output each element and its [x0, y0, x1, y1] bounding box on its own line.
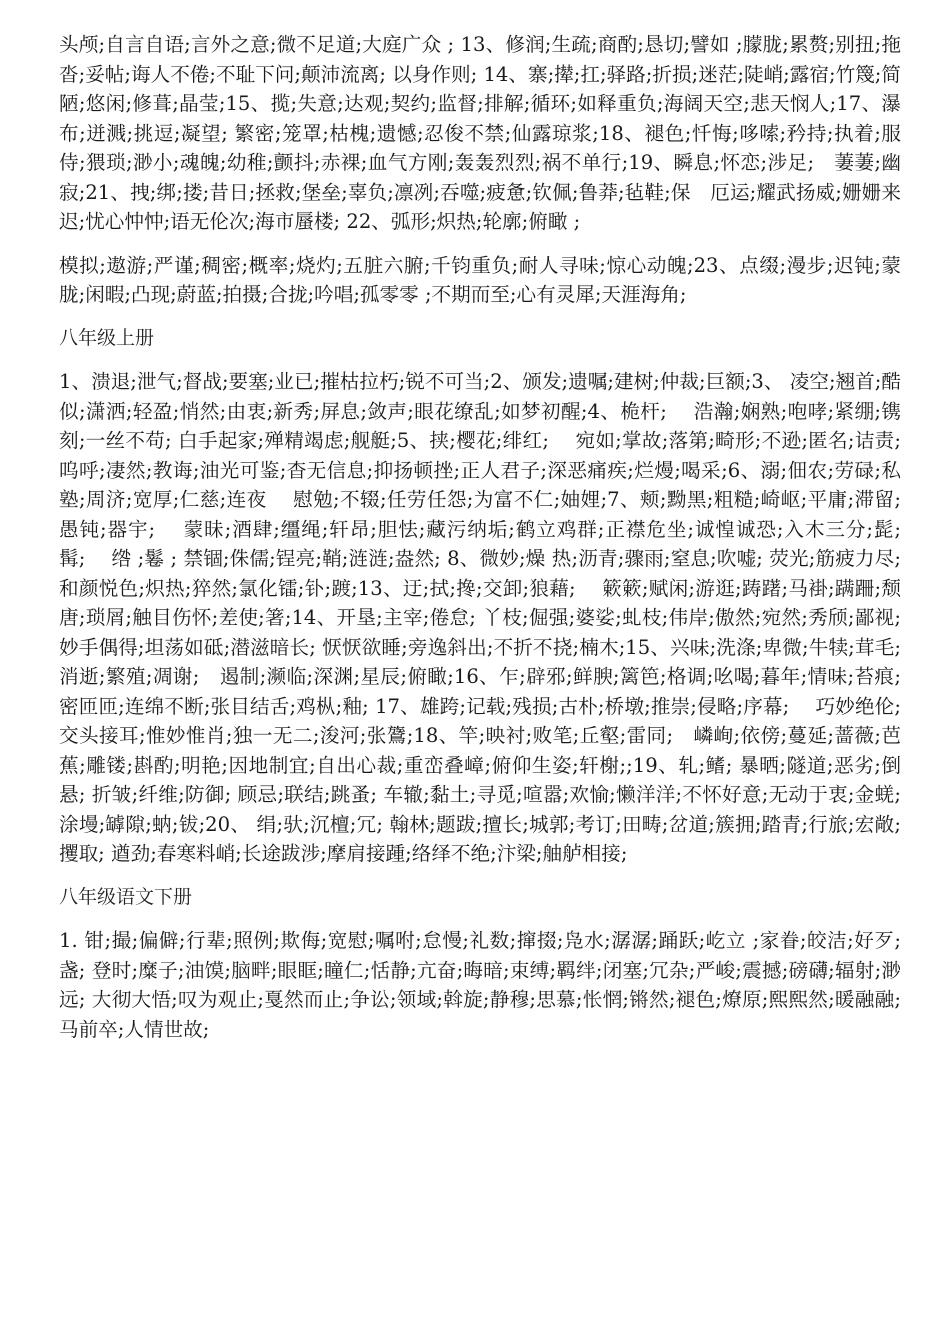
vocabulary-paragraph-1: 头颅;自言自语;言外之意;微不足道;大庭广众 ; 13、修润;生疏;商酌;恳切;譬如 ;朦胧;累赘;别扭;拖沓;妥帖;诲人不倦;不耻下问;颠沛流离; 以身作则; 14、寨;撵;扛;驿路;折损;迷茫;陡峭;露宿;竹篾;简陋;悠闲;修葺;晶莹;15、揽;失意;达观;契约;监督;排解;循环;如释重负;海阔天空;悲天悯人;17、瀑布;迸溅;挑逗;凝望; 繁密;笼罩;枯槐;遗憾;忍俊不禁;仙露琼浆;18、褪色;忏悔;哆嗦;矜持;执着;服侍;猥琐;渺小;魂魄;幼稚;颤抖;赤裸;血气方刚;轰轰烈烈;祸不单行;19、瞬息;怀恋;涉足; 萋萋;幽寂;21、拽;绑;搂;昔日;拯救;堡垒;辜负;凛冽;吞噬;疲惫;钦佩;鲁莽;毡鞋;保 厄运;耀武扬威;姗姗来迟;忧心忡忡;语无伦次;海市蜃楼; 22、弧形;炽热;轮廓;俯瞰 ;	[59, 33, 901, 233]
vocabulary-paragraph-4: 1. 钳;撮;偏僻;行辈;照例;欺侮;宽慰;嘱咐;怠慢;礼数;撺掇;凫水;潺潺;踊跃;屹立 ;家眷;皎洁;好歹; 盏; 登时;糜子;油馍;脑畔;眼眶;瞳仁;恬静;亢奋;晦暗;束缚;羁绊;闭塞;冗杂;严峻;震撼;磅礴;辐射;渺远; 大彻大悟;叹为观止;戛然而止;争讼;领域;斡旋;静穆;思慕;怅惘;锵然;褪色;燎原;熙熙然;暖融融;马前卒;人情世故;	[59, 929, 901, 1041]
section-heading-grade8-upper: 八年级上册	[59, 326, 155, 349]
vocabulary-paragraph-3: 1、溃退;泄气;督战;要塞;业已;摧枯拉朽;锐不可当;2、颁发;遗嘱;建树;仲裁;巨额;3、 凌空;翘首;酷似;潇洒;轻盈;悄然;由衷;新秀;屏息;敛声;眼花缭乱;如梦初醒;4、桅杆; 浩瀚;娴熟;咆哮;紧绷;镌刻;一丝不苟; 白手起家;殚精竭虑;舰艇;5、挟;樱花;绯红; 宛如;掌故;落第;畸形;不逊;匿名;诘责;呜呼;凄然;教诲;油光可鉴;杳无信息;抑扬顿挫;正人君子;深恶痛疾;烂熳;喝采;6、溺;佃农;劳碌;私塾;周济;宽厚;仁慈;连夜 慰勉;不辍;任劳任怨;为富不仁;妯娌;7、颊;黝黑;粗糙;崎岖;平庸;滞留;愚钝;器宇; 蒙昧;酒肆;缰绳;轩昂;胆怯;藏污纳垢;鹤立鸡群;正襟危坐;诚惶诚恐;入木三分;髭; 髯; 绺 ;鬈 ; 禁锢;侏儒;锃亮;鞘;涟涟;盎然; 8、微妙;燥 热;沥青;骤雨;窒息;吹嘘; 荧光;筋疲力尽;和颜悦色;炽热;猝然;氯化镭;钋;踱;13、迂;拭;搀;交卸;狼藉; 簌簌;赋闲;游逛;踌躇;马褂;蹒跚;颓唐;琐屑;触目伤怀;差使;箸;14、开垦;主宰;倦怠; 丫枝;倔强;婆娑;虬枝;伟岸;傲然;宛然;秀颀;鄙视;妙手偶得;坦荡如砥;潜滋暗长; 恹恹欲睡;旁逸斜出;不折不挠;楠木;15、兴味;洗涤;卑微;牛犊;茸毛;消逝;繁殖;凋谢; 遏制;濒临;深渊;星辰;俯瞰;16、乍;辟邪;鲜腴;篱笆;格调;吆喝;暮年;情味;苔痕;密匝匝;连绵不断;张目结舌;鸡枞;釉; 17、雄跨;记载;残损;古朴;桥墩;推崇;侵略;序幕; 巧妙绝伦;交头接耳;惟妙惟肖;独一无二;浚河;张鷟;18、竿;映衬;败笔;丘壑;雷同; 嶙峋;依傍;蔓延;蔷薇;芭蕉;雕镂;斟酌;明艳;因地制宜;自出心裁;重峦叠嶂;俯仰生姿;轩榭;;19、轧;鳍; 暴晒;隧道;恶劣;倒悬; 折皱;纤维;防御; 顾忌;联结;跳蚤; 车辙;黏土;寻觅;喧嚣;欢愉;懒洋洋;不怀好意;无动于衷;金蜣;涂墁;罅隙;蚋;钹;20、 绢;驮;沉檀;冗; 翰林;题跋;擅长;城郭;考订;田畴;岔道;簇拥;踏青;行旅;宏敞;攫取; 遒劲;春寒料峭;长途跋涉;摩肩接踵;络绎不绝;汴梁;舳舻相接;	[59, 370, 927, 865]
document-page	[59, 30, 927, 1058]
section-heading-grade8-lower: 八年级语文下册	[59, 885, 193, 908]
vocabulary-paragraph-2: 模拟;遨游;严谨;稠密;概率;烧灼;五脏六腑;千钧重负;耐人寻味;惊心动魄;23、点缀;漫步;迟钝;蒙胧;闲暇;凸现;蔚蓝;拍摄;合拢;吟唱;孤零零 ;不期而至;心有灵犀;天涯海角;	[59, 253, 901, 306]
